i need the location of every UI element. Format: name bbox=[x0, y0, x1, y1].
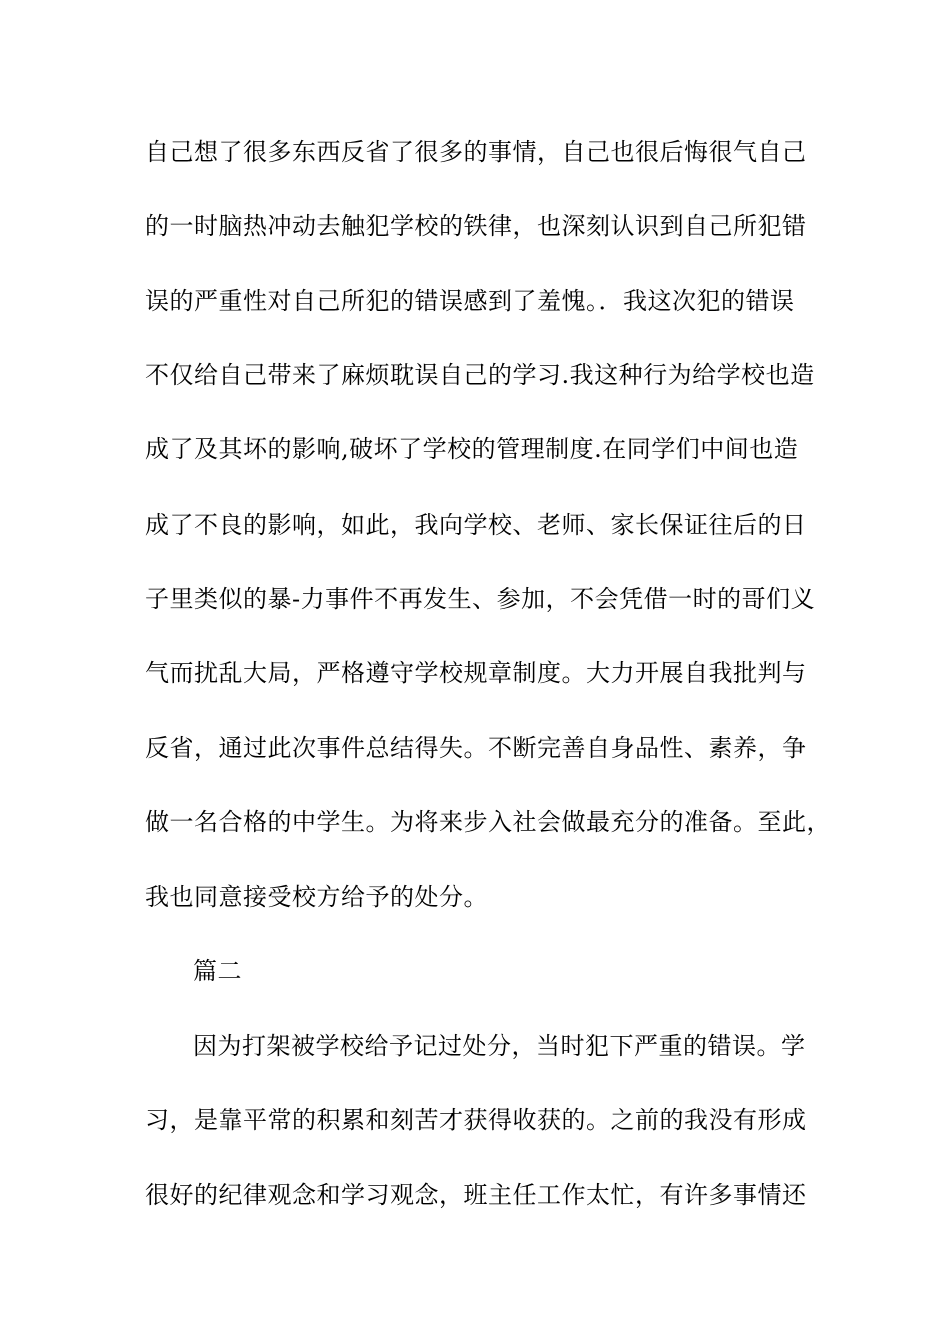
body-line-5: 成了及其坏的影响,破坏了学校的管理制度.在同学们中间也造 bbox=[145, 435, 799, 463]
body-line-6: 成了不良的影响，如此，我向学校、老师、家长保证往后的日 bbox=[145, 511, 807, 539]
body-line-3: 误的严重性对自己所犯的错误感到了羞愧。．我这次犯的错误 bbox=[145, 287, 795, 315]
body-line-2: 的一时脑热冲动去触犯学校的铁律，也深刻认识到自己所犯错 bbox=[145, 212, 807, 240]
body-line-13: 习，是靠平常的积累和刻苦才获得收获的。之前的我没有形成 bbox=[145, 1106, 807, 1134]
section-title: 篇二 bbox=[193, 957, 242, 985]
body-line-14: 很好的纪律观念和学习观念，班主任工作太忙，有许多事情还 bbox=[145, 1181, 807, 1209]
body-line-10: 做一名合格的中学生。为将来步入社会做最充分的准备。至此， bbox=[145, 808, 831, 836]
body-line-12: 因为打架被学校给予记过处分，当时犯下严重的错误。学 bbox=[193, 1032, 806, 1060]
body-line-9: 反省，通过此次事件总结得失。不断完善自身品性、素养，争 bbox=[145, 734, 807, 762]
body-line-1: 自己想了很多东西反省了很多的事情，自己也很后悔很气自己 bbox=[145, 138, 807, 166]
body-line-11: 我也同意接受校方给予的处分。 bbox=[145, 883, 488, 911]
body-line-7: 子里类似的暴-力事件不再发生、参加，不会凭借一时的哥们义 bbox=[145, 585, 816, 613]
body-line-4: 不仅给自己带来了麻烦耽误自己的学习.我这种行为给学校也造 bbox=[145, 361, 815, 389]
body-line-8: 气而扰乱大局，严格遵守学校规章制度。大力开展自我批判与 bbox=[145, 659, 807, 687]
